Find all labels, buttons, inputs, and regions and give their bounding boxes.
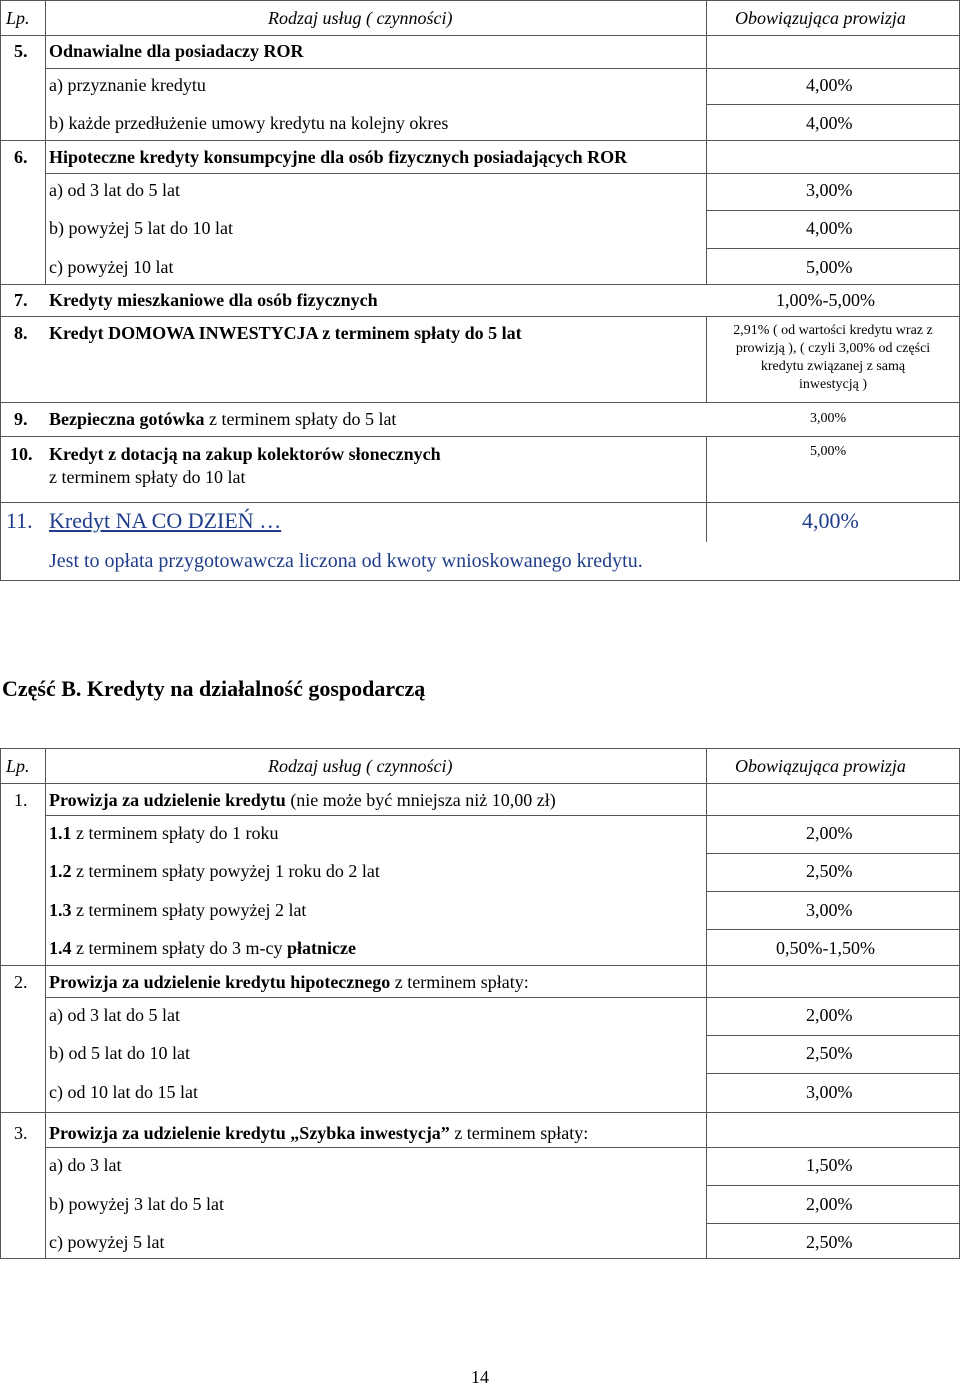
page-number: 14 bbox=[471, 1367, 489, 1387]
row-title: Kredyt DOMOWA INWESTYCJA z terminem spłaty do 5 lat bbox=[49, 323, 522, 343]
item-label: 1.4 z terminem spłaty do 3 m-cy płatnicze bbox=[49, 938, 356, 958]
item-label: c) od 10 lat do 15 lat bbox=[49, 1082, 198, 1102]
item-label: 1.2 z terminem spłaty powyżej 1 roku do 2 lat bbox=[49, 861, 380, 881]
row-title: Odnawialne dla posiadaczy ROR bbox=[49, 41, 304, 61]
row-title: Prowizja za udzielenie kredytu (nie może być mniejsza niż 10,00 zł) bbox=[49, 790, 556, 810]
item-fee: 5,00% bbox=[806, 257, 853, 277]
item-label: a) przyznanie kredytu bbox=[49, 75, 206, 95]
item-fee: 4,00% bbox=[806, 75, 853, 95]
item-fee: 2,00% bbox=[806, 823, 853, 843]
row-fee: 1,00%-5,00% bbox=[776, 290, 875, 310]
row-title: Kredyty mieszkaniowe dla osób fizycznych bbox=[49, 290, 378, 310]
row-title: Kredyt z dotacją na zakup kolektorów słonecznych bbox=[49, 444, 441, 464]
header-service: Rodzaj usług ( czynności) bbox=[268, 8, 453, 28]
row-fee: 3,00% bbox=[810, 411, 847, 426]
item-fee: 0,50%-1,50% bbox=[776, 938, 875, 958]
row-number: 2. bbox=[14, 972, 28, 992]
item-label: c) powyżej 10 lat bbox=[49, 257, 174, 277]
item-label: c) powyżej 5 lat bbox=[49, 1232, 165, 1252]
row-title: Kredyt NA CO DZIEŃ … bbox=[49, 508, 282, 533]
item-fee: 4,00% bbox=[806, 113, 853, 133]
item-label: b) każde przedłużenie umowy kredytu na kolejny okres bbox=[49, 113, 449, 133]
row-note: Jest to opłata przygotowawcza liczona od kwoty wnioskowanego kredytu. bbox=[49, 550, 643, 572]
item-fee: 2,50% bbox=[806, 1232, 853, 1252]
row-number: 5. bbox=[14, 41, 28, 61]
row-fee: 5,00% bbox=[810, 444, 847, 459]
header-fee: Obowiązująca prowizja bbox=[735, 756, 906, 776]
section-heading: Część B. Kredyty na działalność gospodarczą bbox=[2, 676, 426, 701]
item-label: a) do 3 lat bbox=[49, 1155, 122, 1175]
row-number: 3. bbox=[14, 1123, 28, 1143]
header-lp: Lp. bbox=[6, 8, 30, 28]
item-fee: 2,00% bbox=[806, 1194, 853, 1214]
row-title: Prowizja za udzielenie kredytu „Szybka inwestycja” z terminem spłaty: bbox=[49, 1123, 589, 1143]
row-number: 9. bbox=[14, 409, 28, 429]
header-lp: Lp. bbox=[6, 756, 30, 776]
item-label: a) od 3 lat do 5 lat bbox=[49, 180, 180, 200]
item-fee: 4,00% bbox=[806, 218, 853, 238]
item-label: b) od 5 lat do 10 lat bbox=[49, 1043, 190, 1063]
row-number: 8. bbox=[14, 323, 28, 343]
header-service: Rodzaj usług ( czynności) bbox=[268, 756, 453, 776]
row-number: 7. bbox=[14, 290, 28, 310]
item-label: a) od 3 lat do 5 lat bbox=[49, 1005, 180, 1025]
item-fee: 3,00% bbox=[806, 900, 853, 920]
item-label: b) powyżej 3 lat do 5 lat bbox=[49, 1194, 224, 1214]
item-label: b) powyżej 5 lat do 10 lat bbox=[49, 218, 233, 238]
item-fee: 1,50% bbox=[806, 1155, 853, 1175]
row-subtitle: z terminem spłaty do 10 lat bbox=[49, 467, 246, 487]
item-fee: 3,00% bbox=[806, 1082, 853, 1102]
item-fee: 3,00% bbox=[806, 180, 853, 200]
row-title: Prowizja za udzielenie kredytu hipotecznego z terminem spłaty: bbox=[49, 972, 529, 992]
item-label: 1.3 z terminem spłaty powyżej 2 lat bbox=[49, 900, 307, 920]
row-number: 11. bbox=[6, 508, 33, 533]
row-fee-note: 2,91% ( od wartości kredytu wraz z prowizją ), ( czyli 3,00% od części kredytu związanej z samą inwestycją ) bbox=[733, 323, 933, 392]
row-title: Bezpieczna gotówka z terminem spłaty do 5 lat bbox=[49, 409, 397, 429]
row-number: 10. bbox=[10, 444, 33, 464]
item-fee: 2,50% bbox=[806, 861, 853, 881]
item-label: 1.1 z terminem spłaty do 1 roku bbox=[49, 823, 279, 843]
row-fee: 4,00% bbox=[802, 508, 859, 533]
item-fee: 2,50% bbox=[806, 1043, 853, 1063]
header-fee: Obowiązująca prowizja bbox=[735, 8, 906, 28]
row-number: 1. bbox=[14, 790, 28, 810]
item-fee: 2,00% bbox=[806, 1005, 853, 1025]
row-number: 6. bbox=[14, 147, 28, 167]
row-title: Hipoteczne kredyty konsumpcyjne dla osób fizycznych posiadających ROR bbox=[49, 147, 628, 167]
